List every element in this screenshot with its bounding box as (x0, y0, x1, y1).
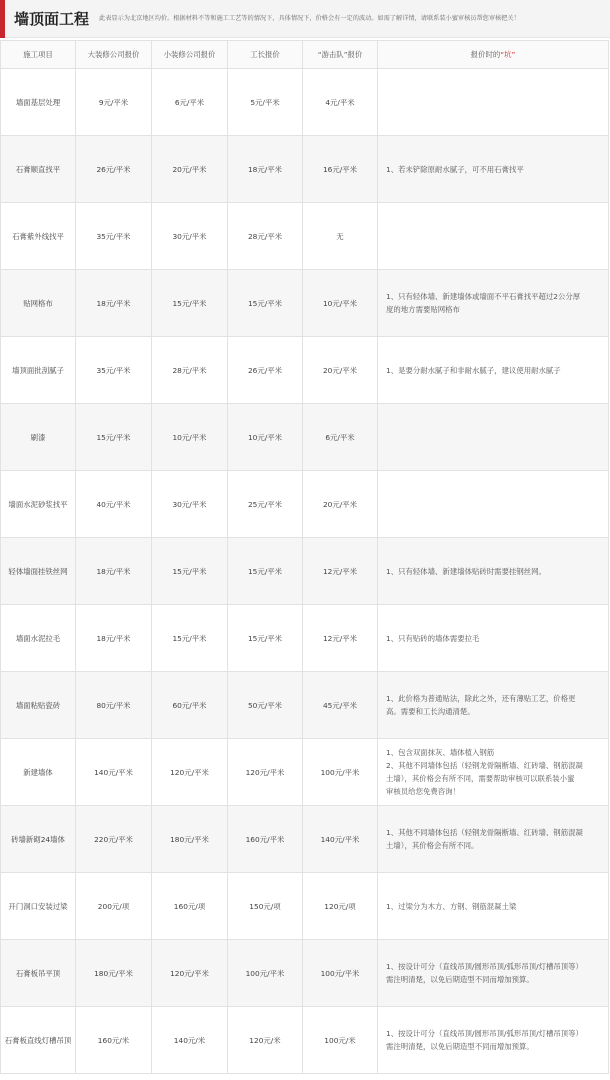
accent-bar (0, 0, 5, 38)
cell-small-company: 30元/平米 (152, 203, 228, 270)
cell-guerrilla: 20元/平米 (303, 337, 378, 404)
cell-small-company: 6元/平米 (152, 69, 228, 136)
table-row (1, 203, 609, 270)
cell-small-company: 15元/平米 (152, 538, 228, 605)
table-row (1, 136, 609, 203)
cell-guerrilla: 10元/平米 (303, 270, 378, 337)
cell-foreman: 15元/平米 (228, 270, 303, 337)
cell-large-company: 140元/平米 (76, 739, 152, 806)
cell-pitfall-note (378, 203, 609, 270)
cell-item: 墙顶面批刮腻子 (1, 337, 76, 404)
table-row (1, 605, 609, 672)
cell-pitfall-note: 1、过梁分为木方、方钢、钢筋混凝土梁 (378, 873, 609, 940)
table-row (1, 806, 609, 873)
col-header-item: 施工项目 (1, 41, 76, 69)
cell-foreman: 120元/平米 (228, 739, 303, 806)
cell-foreman: 15元/平米 (228, 538, 303, 605)
cell-guerrilla: 12元/平米 (303, 538, 378, 605)
cell-guerrilla: 4元/平米 (303, 69, 378, 136)
cell-large-company: 35元/平米 (76, 337, 152, 404)
cell-small-company: 28元/平米 (152, 337, 228, 404)
cell-foreman: 50元/平米 (228, 672, 303, 739)
cell-large-company: 35元/平米 (76, 203, 152, 270)
cell-pitfall-note: 1、按设计可分（直线吊顶/圆形吊顶/弧形吊顶/灯槽吊顶等） 需注明清楚，以免后期造型不同而增加预算。 (378, 1007, 609, 1074)
cell-guerrilla: 12元/平米 (303, 605, 378, 672)
cell-foreman: 10元/平米 (228, 404, 303, 471)
cell-pitfall-note: 1、若未铲除原耐水腻子，可不用石膏找平 (378, 136, 609, 203)
table-row (1, 404, 609, 471)
col-header-small-company: 小装修公司报价 (152, 41, 228, 69)
table-row (1, 940, 609, 1007)
cell-item: 砖墙新砌24墙体 (1, 806, 76, 873)
cell-guerrilla: 100元/米 (303, 1007, 378, 1074)
cell-pitfall-note (378, 69, 609, 136)
cell-small-company: 140元/米 (152, 1007, 228, 1074)
table-row (1, 538, 609, 605)
cell-guerrilla: 16元/平米 (303, 136, 378, 203)
cell-pitfall-note: 1、是要分耐水腻子和非耐水腻子，建议使用耐水腻子 (378, 337, 609, 404)
cell-guerrilla: 120元/项 (303, 873, 378, 940)
cell-pitfall-note: 1、按设计可分（直线吊顶/圆形吊顶/弧形吊顶/灯槽吊顶等） 需注明清楚，以免后期造型不同而增加预算。 (378, 940, 609, 1007)
cell-pitfall-note (378, 471, 609, 538)
table-row (1, 270, 609, 337)
table-row (1, 69, 609, 136)
cell-small-company: 60元/平米 (152, 672, 228, 739)
cell-small-company: 15元/平米 (152, 270, 228, 337)
cell-item: 石膏板直线灯槽吊顶 (1, 1007, 76, 1074)
cell-foreman: 26元/平米 (228, 337, 303, 404)
header-note: 此表显示为北京地区均价。根据材料不等和施工工艺等的情况下，具体情况下，价格会有一定的波动。如需了解详情，请联系装小蜜审核员帮您审核把关！ (99, 15, 520, 22)
page-title: 墙顶面工程 (14, 10, 90, 28)
cell-small-company: 160元/项 (152, 873, 228, 940)
cell-item: 开门洞口安装过梁 (1, 873, 76, 940)
table-row (1, 739, 609, 806)
cell-item: 墙面水泥拉毛 (1, 605, 76, 672)
cell-large-company: 200元/项 (76, 873, 152, 940)
col-header-foreman: 工长报价 (228, 41, 303, 69)
cell-guerrilla: 6元/平米 (303, 404, 378, 471)
table-body (1, 69, 609, 1074)
cell-item: 石膏紫外线找平 (1, 203, 76, 270)
cell-small-company: 20元/平米 (152, 136, 228, 203)
cell-large-company: 40元/平米 (76, 471, 152, 538)
cell-item: 墙面粘贴瓷砖 (1, 672, 76, 739)
cell-item: 刷漆 (1, 404, 76, 471)
cell-item: 墙面水泥砂浆找平 (1, 471, 76, 538)
col-header-large-company: 大装修公司报价 (76, 41, 152, 69)
col-header-pitfall-quote: “坑” (500, 50, 516, 59)
cell-foreman: 5元/平米 (228, 69, 303, 136)
table-header-row (1, 41, 609, 69)
cell-item: 石膏顺直找平 (1, 136, 76, 203)
cell-large-company: 9元/平米 (76, 69, 152, 136)
cell-item: 轻体墙面挂铁丝网 (1, 538, 76, 605)
cell-foreman: 150元/项 (228, 873, 303, 940)
cell-foreman: 100元/平米 (228, 940, 303, 1007)
cell-item: 石膏板吊平顶 (1, 940, 76, 1007)
cell-small-company: 120元/平米 (152, 940, 228, 1007)
cell-large-company: 26元/平米 (76, 136, 152, 203)
cell-pitfall-note: 1、包含双面抹灰、墙体植入钢筋 2、其他不同墙体包括（轻钢龙骨隔断墙、红砖墙、钢筋混凝 土墙），其价格会有所不同，需要帮助审核可以联系装小蜜 审核员给您免费咨询！ (378, 739, 609, 806)
cell-foreman: 120元/米 (228, 1007, 303, 1074)
cell-large-company: 220元/平米 (76, 806, 152, 873)
table-row (1, 672, 609, 739)
cell-large-company: 18元/平米 (76, 605, 152, 672)
col-header-pitfall-label: 报价时的 (470, 50, 501, 59)
cell-pitfall-note: 1、只有轻体墙、新建墙体或墙面不平石膏找平超过2公分厚 度的地方需要贴网格布 (378, 270, 609, 337)
price-table (0, 40, 609, 1074)
cell-foreman: 18元/平米 (228, 136, 303, 203)
cell-pitfall-note: 1、其他不同墙体包括（轻钢龙骨隔断墙、红砖墙、钢筋混凝 土墙），其价格会有所不同。 (378, 806, 609, 873)
cell-guerrilla: 45元/平米 (303, 672, 378, 739)
cell-item: 新建墙体 (1, 739, 76, 806)
cell-large-company: 18元/平米 (76, 270, 152, 337)
cell-item: 贴网格布 (1, 270, 76, 337)
cell-small-company: 10元/平米 (152, 404, 228, 471)
cell-large-company: 180元/平米 (76, 940, 152, 1007)
table-row (1, 1007, 609, 1074)
cell-foreman: 160元/平米 (228, 806, 303, 873)
cell-foreman: 15元/平米 (228, 605, 303, 672)
cell-guerrilla: 100元/平米 (303, 739, 378, 806)
cell-small-company: 30元/平米 (152, 471, 228, 538)
col-header-guerrilla: “游击队”报价 (303, 41, 378, 69)
cell-guerrilla: 20元/平米 (303, 471, 378, 538)
cell-foreman: 25元/平米 (228, 471, 303, 538)
cell-large-company: 15元/平米 (76, 404, 152, 471)
table-row (1, 337, 609, 404)
cell-guerrilla: 无 (303, 203, 378, 270)
cell-large-company: 80元/平米 (76, 672, 152, 739)
table-row (1, 873, 609, 940)
cell-guerrilla: 100元/平米 (303, 940, 378, 1007)
cell-foreman: 28元/平米 (228, 203, 303, 270)
cell-small-company: 180元/平米 (152, 806, 228, 873)
table-row (1, 471, 609, 538)
cell-small-company: 120元/平米 (152, 739, 228, 806)
col-header-pitfall (378, 41, 609, 69)
cell-pitfall-note: 1、此价格为普通贴法，除此之外，还有薄贴工艺，价格更 高。需要和工长沟通清楚。 (378, 672, 609, 739)
cell-large-company: 160元/米 (76, 1007, 152, 1074)
cell-large-company: 18元/平米 (76, 538, 152, 605)
cell-guerrilla: 140元/平米 (303, 806, 378, 873)
cell-item: 墙面基层处理 (1, 69, 76, 136)
header-bar (0, 0, 610, 38)
cell-pitfall-note (378, 404, 609, 471)
cell-pitfall-note: 1、只有轻体墙、新建墙体贴砖时需要挂钢丝网。 (378, 538, 609, 605)
cell-pitfall-note: 1、只有贴砖的墙体需要拉毛 (378, 605, 609, 672)
cell-small-company: 15元/平米 (152, 605, 228, 672)
